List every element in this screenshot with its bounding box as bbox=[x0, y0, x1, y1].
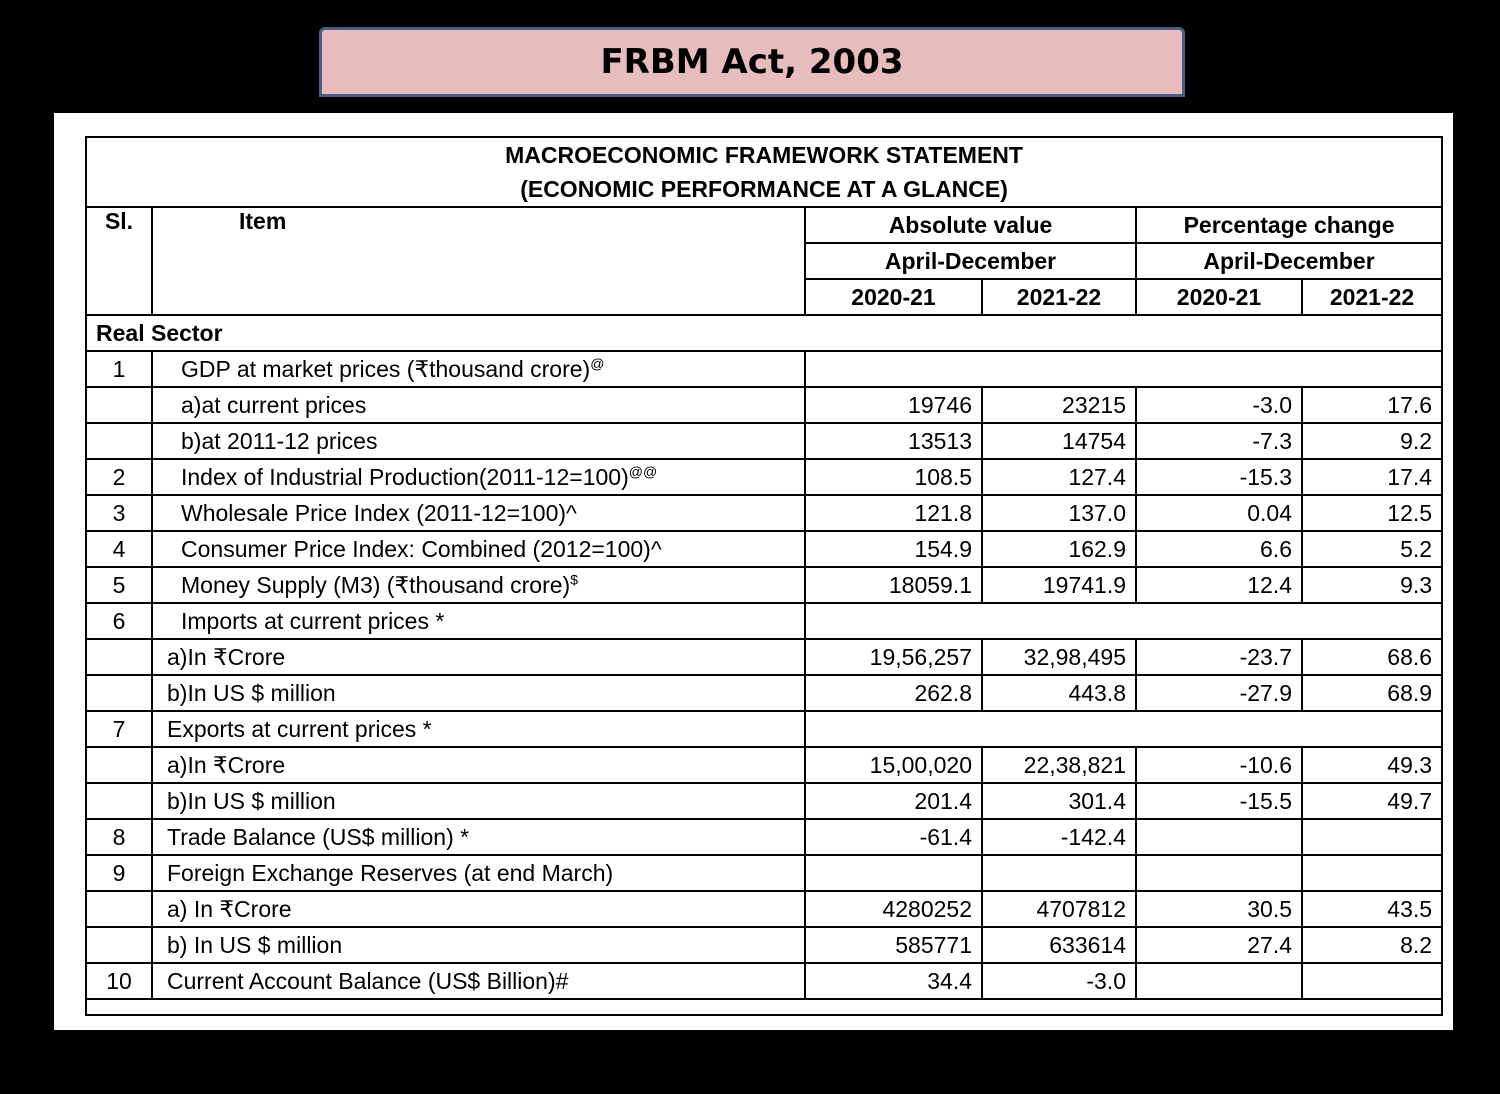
value-pct-2021-22: 68.6 bbox=[1302, 639, 1442, 675]
value-pct-2021-22: 49.3 bbox=[1302, 747, 1442, 783]
row-sl bbox=[86, 639, 152, 675]
row-item-label: b) In US $ million bbox=[167, 932, 343, 958]
row-sl bbox=[86, 675, 152, 711]
row-item-label: GDP at market prices (₹thousand crore) bbox=[181, 356, 591, 382]
value-abs-2021-22 bbox=[982, 855, 1136, 891]
row-sl bbox=[86, 423, 152, 459]
value-abs-2021-22: 14754 bbox=[982, 423, 1136, 459]
value-pct-2021-22: 49.7 bbox=[1302, 783, 1442, 819]
table-row bbox=[86, 927, 1442, 963]
value-pct-2020-21: 12.4 bbox=[1136, 567, 1302, 603]
value-pct-2020-21: -10.6 bbox=[1136, 747, 1302, 783]
macroeconomic-table bbox=[85, 136, 1443, 1016]
value-pct-2020-21: -23.7 bbox=[1136, 639, 1302, 675]
header-period-absolute: April-December bbox=[805, 243, 1136, 279]
row-item-label: b)In US $ million bbox=[167, 680, 336, 706]
value-abs-2021-22: 32,98,495 bbox=[982, 639, 1136, 675]
row-item-label: Foreign Exchange Reserves (at end March) bbox=[167, 860, 614, 886]
value-pct-2021-22: 17.6 bbox=[1302, 387, 1442, 423]
row-sl: 5 bbox=[86, 567, 152, 603]
value-abs-2020-21: 34.4 bbox=[805, 963, 982, 999]
row-item-label: Consumer Price Index: Combined (2012=100)^ bbox=[181, 536, 662, 562]
value-pct-2021-22: 17.4 bbox=[1302, 459, 1442, 495]
header-year-abs-1: 2020-21 bbox=[805, 279, 982, 315]
row-item bbox=[152, 891, 805, 927]
value-pct-2020-21: 6.6 bbox=[1136, 531, 1302, 567]
value-abs-2021-22: -142.4 bbox=[982, 819, 1136, 855]
row-empty-values bbox=[805, 711, 1442, 747]
row-item-label: a)at current prices bbox=[181, 392, 367, 418]
row-item-label: Imports at current prices * bbox=[181, 608, 445, 634]
row-item bbox=[152, 459, 805, 495]
row-item bbox=[152, 423, 805, 459]
header-item: Item bbox=[152, 207, 805, 315]
value-abs-2021-22: 633614 bbox=[982, 927, 1136, 963]
value-pct-2021-22 bbox=[1302, 963, 1442, 999]
value-abs-2020-21: 585771 bbox=[805, 927, 982, 963]
table-row bbox=[86, 891, 1442, 927]
value-abs-2021-22: 19741.9 bbox=[982, 567, 1136, 603]
row-item-label: a) In ₹Crore bbox=[167, 896, 292, 922]
row-sl: 9 bbox=[86, 855, 152, 891]
value-abs-2021-22: 137.0 bbox=[982, 495, 1136, 531]
row-sl bbox=[86, 891, 152, 927]
row-item-label: a)In ₹Crore bbox=[167, 644, 286, 670]
value-abs-2020-21: 13513 bbox=[805, 423, 982, 459]
row-item bbox=[152, 495, 805, 531]
row-empty-values bbox=[805, 351, 1442, 387]
value-abs-2020-21: 154.9 bbox=[805, 531, 982, 567]
header-sl: Sl. bbox=[86, 207, 152, 315]
row-item bbox=[152, 963, 805, 999]
row-item bbox=[152, 783, 805, 819]
value-abs-2020-21: 108.5 bbox=[805, 459, 982, 495]
value-pct-2020-21: 27.4 bbox=[1136, 927, 1302, 963]
value-abs-2020-21: 19746 bbox=[805, 387, 982, 423]
table-row bbox=[86, 567, 1442, 603]
row-item-label: b)at 2011-12 prices bbox=[181, 428, 378, 454]
value-pct-2021-22: 5.2 bbox=[1302, 531, 1442, 567]
value-abs-2020-21: 201.4 bbox=[805, 783, 982, 819]
header-percentage-change: Percentage change bbox=[1136, 207, 1442, 243]
row-sl: 8 bbox=[86, 819, 152, 855]
table-row bbox=[86, 855, 1442, 891]
row-item bbox=[152, 531, 805, 567]
row-item-label: Exports at current prices * bbox=[167, 716, 432, 742]
table-row bbox=[86, 747, 1442, 783]
row-item bbox=[152, 351, 805, 387]
table-row bbox=[86, 675, 1442, 711]
row-item-label: b)In US $ million bbox=[167, 788, 336, 814]
table-title-line1: MACROECONOMIC FRAMEWORK STATEMENT bbox=[505, 142, 1023, 168]
row-item bbox=[152, 387, 805, 423]
row-sl bbox=[86, 747, 152, 783]
row-item bbox=[152, 855, 805, 891]
row-item-label: Wholesale Price Index (2011-12=100)^ bbox=[181, 500, 577, 526]
document-page bbox=[54, 113, 1453, 1030]
value-pct-2020-21 bbox=[1136, 963, 1302, 999]
value-pct-2021-22: 12.5 bbox=[1302, 495, 1442, 531]
value-pct-2020-21: -15.3 bbox=[1136, 459, 1302, 495]
row-sl bbox=[86, 783, 152, 819]
table-row bbox=[86, 495, 1442, 531]
value-pct-2020-21: -7.3 bbox=[1136, 423, 1302, 459]
value-abs-2020-21: 262.8 bbox=[805, 675, 982, 711]
row-item bbox=[152, 603, 805, 639]
value-abs-2021-22: 4707812 bbox=[982, 891, 1136, 927]
value-pct-2020-21 bbox=[1136, 855, 1302, 891]
value-pct-2020-21: 30.5 bbox=[1136, 891, 1302, 927]
table-row bbox=[86, 819, 1442, 855]
value-pct-2021-22: 8.2 bbox=[1302, 927, 1442, 963]
row-item bbox=[152, 567, 805, 603]
value-pct-2020-21: 0.04 bbox=[1136, 495, 1302, 531]
value-abs-2021-22: 127.4 bbox=[982, 459, 1136, 495]
value-pct-2021-22 bbox=[1302, 819, 1442, 855]
value-pct-2021-22 bbox=[1302, 855, 1442, 891]
row-sl bbox=[86, 387, 152, 423]
value-pct-2020-21: -15.5 bbox=[1136, 783, 1302, 819]
slide-title: FRBM Act, 2003 bbox=[319, 27, 1185, 97]
row-sl: 1 bbox=[86, 351, 152, 387]
header-year-pct-1: 2020-21 bbox=[1136, 279, 1302, 315]
table-row bbox=[86, 711, 1442, 747]
value-abs-2020-21: 4280252 bbox=[805, 891, 982, 927]
row-sl: 2 bbox=[86, 459, 152, 495]
row-item bbox=[152, 747, 805, 783]
value-abs-2020-21: 18059.1 bbox=[805, 567, 982, 603]
value-abs-2021-22: 162.9 bbox=[982, 531, 1136, 567]
header-period-percentage: April-December bbox=[1136, 243, 1442, 279]
row-sl: 10 bbox=[86, 963, 152, 999]
table-title-line2: (ECONOMIC PERFORMANCE AT A GLANCE) bbox=[520, 176, 1008, 202]
table-title bbox=[86, 137, 1442, 207]
table-row bbox=[86, 351, 1442, 387]
row-item-footnote: $ bbox=[570, 571, 578, 588]
table-row bbox=[86, 423, 1442, 459]
cutoff-cell bbox=[86, 999, 1442, 1015]
row-empty-values bbox=[805, 603, 1442, 639]
row-sl: 4 bbox=[86, 531, 152, 567]
table-row bbox=[86, 639, 1442, 675]
value-abs-2021-22: -3.0 bbox=[982, 963, 1136, 999]
table-row bbox=[86, 459, 1442, 495]
section-real-sector: Real Sector bbox=[86, 315, 1442, 351]
row-item-label: a)In ₹Crore bbox=[167, 752, 286, 778]
value-pct-2020-21 bbox=[1136, 819, 1302, 855]
row-item-label: Trade Balance (US$ million) * bbox=[167, 824, 470, 850]
value-abs-2020-21: -61.4 bbox=[805, 819, 982, 855]
row-sl bbox=[86, 927, 152, 963]
row-sl: 3 bbox=[86, 495, 152, 531]
value-pct-2020-21: -3.0 bbox=[1136, 387, 1302, 423]
value-abs-2021-22: 22,38,821 bbox=[982, 747, 1136, 783]
value-abs-2020-21: 121.8 bbox=[805, 495, 982, 531]
value-abs-2021-22: 23215 bbox=[982, 387, 1136, 423]
row-item-label: Current Account Balance (US$ Billion)# bbox=[167, 968, 569, 994]
value-pct-2020-21: -27.9 bbox=[1136, 675, 1302, 711]
row-sl: 6 bbox=[86, 603, 152, 639]
header-absolute-value: Absolute value bbox=[805, 207, 1136, 243]
value-pct-2021-22: 43.5 bbox=[1302, 891, 1442, 927]
value-pct-2021-22: 68.9 bbox=[1302, 675, 1442, 711]
value-abs-2020-21 bbox=[805, 855, 982, 891]
value-pct-2021-22: 9.3 bbox=[1302, 567, 1442, 603]
value-abs-2020-21: 15,00,020 bbox=[805, 747, 982, 783]
row-item-footnote: @@ bbox=[628, 463, 658, 480]
table-row bbox=[86, 783, 1442, 819]
table-row bbox=[86, 387, 1442, 423]
header-year-pct-2: 2021-22 bbox=[1302, 279, 1442, 315]
value-abs-2021-22: 443.8 bbox=[982, 675, 1136, 711]
row-item bbox=[152, 819, 805, 855]
row-item-label: Money Supply (M3) (₹thousand crore) bbox=[181, 572, 571, 598]
row-item-label: Index of Industrial Production(2011-12=100) bbox=[181, 464, 629, 490]
value-abs-2021-22: 301.4 bbox=[982, 783, 1136, 819]
row-sl: 7 bbox=[86, 711, 152, 747]
row-item bbox=[152, 639, 805, 675]
header-year-abs-2: 2021-22 bbox=[982, 279, 1136, 315]
value-abs-2020-21: 19,56,257 bbox=[805, 639, 982, 675]
table-row-cutoff bbox=[86, 999, 1442, 1015]
table-row bbox=[86, 603, 1442, 639]
row-item-footnote: @ bbox=[590, 355, 605, 372]
row-item bbox=[152, 927, 805, 963]
value-pct-2021-22: 9.2 bbox=[1302, 423, 1442, 459]
table-row bbox=[86, 963, 1442, 999]
row-item bbox=[152, 711, 805, 747]
table-row bbox=[86, 531, 1442, 567]
row-item bbox=[152, 675, 805, 711]
